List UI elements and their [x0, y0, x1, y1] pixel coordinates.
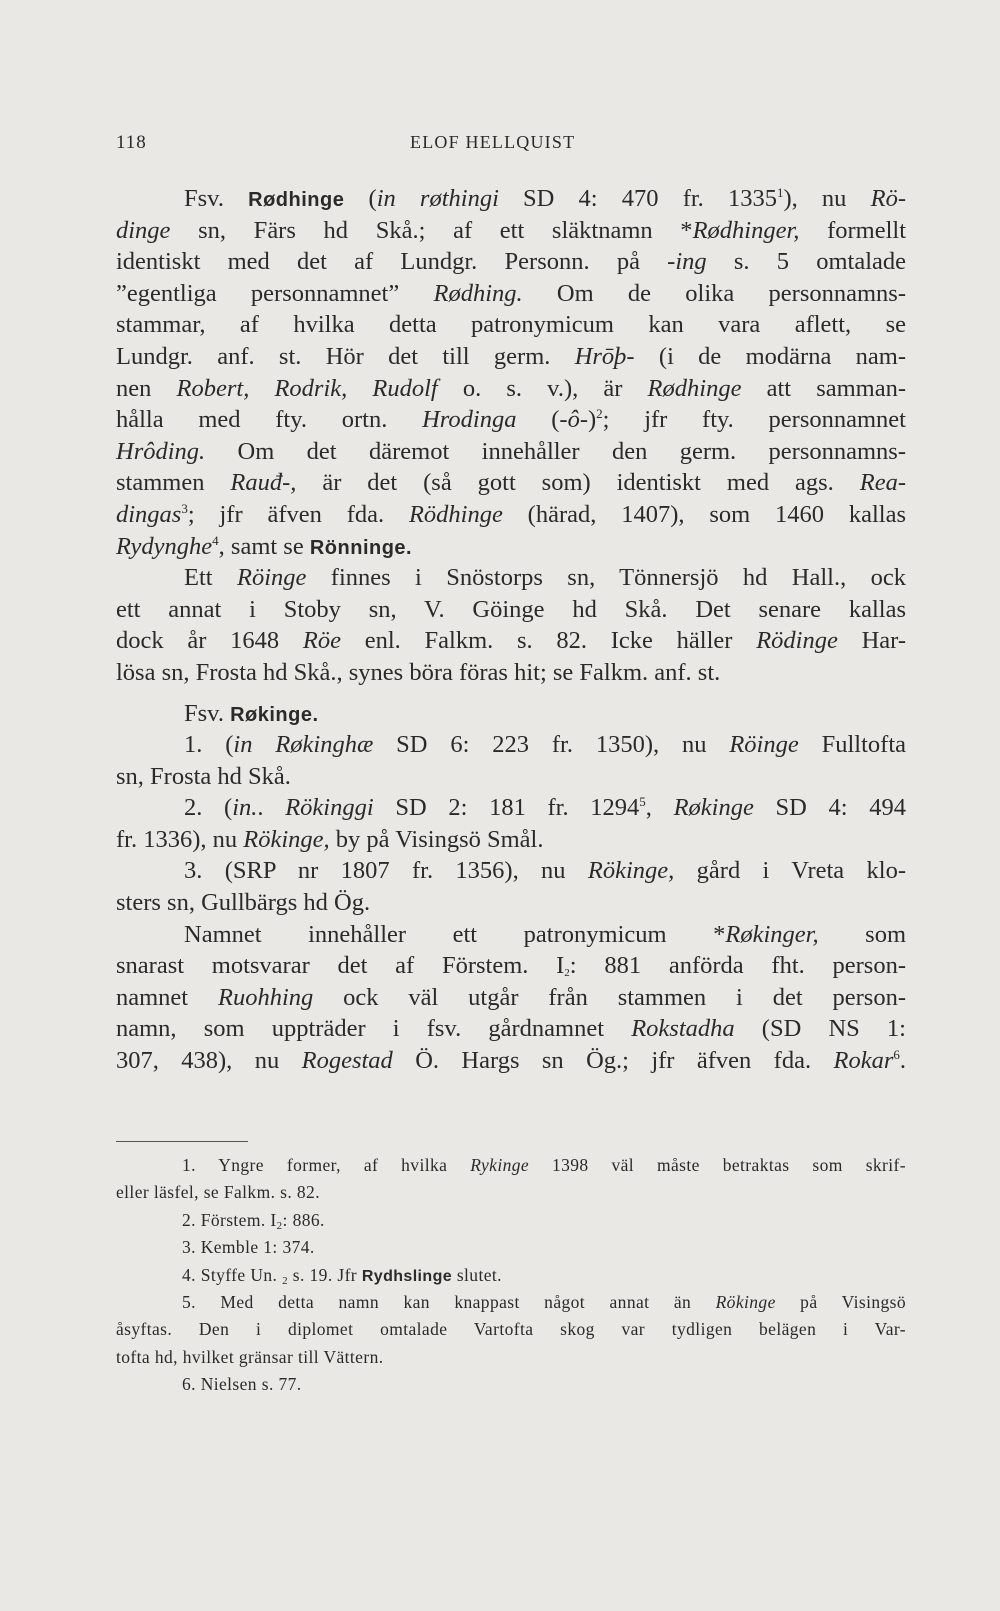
text-span: Røkinge [673, 794, 754, 822]
text-line [116, 404, 906, 436]
text-span: stammen [116, 469, 231, 497]
text-span: ock väl utgår från stammen i det person- [313, 983, 906, 1011]
text-span: 1398 väl måste betraktas som skrif- [529, 1155, 906, 1175]
text-line [116, 698, 906, 730]
text-span: Rökinggi [285, 794, 374, 822]
footnote-line [116, 1344, 906, 1371]
text-span: ô [567, 406, 580, 434]
text-span: , samt se [218, 532, 310, 560]
text-span: lösa sn, Frosta hd Skå., synes böra föras hit; se Falkm. anf. st. [116, 658, 721, 686]
headword: Rönninge. [309, 536, 413, 559]
text-span: Hrōþ- [574, 342, 635, 370]
text-span: SD 4: 494 [753, 794, 907, 822]
footnote-line [116, 1207, 906, 1234]
text-span: SD 4: 470 fr. 1335 [498, 185, 777, 212]
text-span: åsyftas. Den i diplomet omtalade Vartofta skog var tydligen belägen i Var- [116, 1319, 906, 1340]
text-span: gård i Vreta klo- [674, 857, 906, 885]
text-span: Rødhinger, [692, 216, 800, 244]
text-span: (härad, 1407), som 1460 kallas [502, 500, 906, 528]
text-line [116, 982, 906, 1014]
text-span: SD 6: 223 fr. 1350), nu [373, 731, 730, 759]
note-marker: 3 [181, 500, 188, 516]
text-span: Fsv. [184, 185, 249, 212]
text-line [116, 183, 906, 215]
text-span: 3. (SRP nr 1807 fr. 1356), nu [184, 857, 588, 885]
text-span: ), nu [783, 185, 871, 212]
text-span: 4. Styffe Un. [182, 1264, 283, 1285]
footnote-line [116, 1316, 906, 1343]
text-line [116, 824, 906, 856]
text-span: in. [232, 794, 258, 822]
text-span: in Røkinghæ [233, 731, 374, 759]
text-span: . [257, 794, 286, 822]
body-text [116, 183, 906, 1077]
text-span: ”egentliga personnamnet” [116, 279, 434, 307]
text-span: Rea- [859, 469, 906, 497]
text-span: Om det däremot innehåller den germ. personnamns- [205, 437, 906, 465]
text-line [116, 761, 906, 793]
text-span: ; jfr fty. personnamnet [602, 406, 906, 434]
text-span: by på Visingsö Smål. [329, 825, 544, 853]
text-span: (- [516, 406, 568, 434]
text-span: 1. Yngre former, af hvilka [182, 1155, 471, 1175]
text-span: Fsv. [184, 699, 231, 727]
note-marker: 2 [596, 406, 603, 422]
text-line [116, 657, 906, 689]
text-span: Rö- [870, 185, 906, 212]
text-line [116, 215, 906, 247]
text-span: -ing [667, 248, 707, 276]
text-span: ( [344, 185, 377, 212]
text-line [116, 1045, 906, 1077]
text-span: Rauđ-, [230, 469, 297, 497]
text-span: Rokstadha [631, 1015, 735, 1043]
text-span: dingas [116, 500, 182, 528]
text-span: Ruohhing [217, 983, 314, 1011]
running-header [116, 132, 616, 162]
text-span: 2. Förstem. I [182, 1209, 277, 1230]
text-span: : 881 anförda fht. person- [569, 952, 906, 980]
text-span: dock år 1648 [116, 627, 303, 655]
text-span: : 886. [282, 1209, 325, 1230]
text-span: hålla med fty. ortn. [116, 406, 423, 434]
footnote-line [116, 1179, 906, 1206]
text-span: , [645, 794, 674, 822]
text-span: Röinge [236, 564, 307, 592]
note-marker: 1 [776, 185, 784, 200]
text-span: in røthingi [376, 185, 499, 212]
text-span: Rödinge [756, 627, 838, 655]
text-line [116, 792, 906, 824]
headword: Rydhslinge [361, 1267, 453, 1285]
text-span: Rödhinge [408, 500, 503, 528]
text-span: att samman- [741, 374, 907, 402]
text-span: 1. ( [184, 731, 234, 759]
text-span: s. 19. Jfr [287, 1264, 362, 1285]
text-span: Rydynghe [116, 532, 213, 560]
text-span: Fulltofta [798, 731, 906, 759]
note-marker: 2 [282, 1274, 288, 1287]
text-span: formellt [799, 216, 906, 244]
footnotes [116, 1152, 906, 1399]
text-line [116, 436, 906, 468]
text-line [116, 278, 906, 310]
text-line [116, 467, 906, 499]
text-line [116, 309, 906, 341]
text-span: Ett [184, 564, 237, 592]
text-span: namnet [116, 983, 218, 1011]
text-span: sn, Färs hd Skå.; af ett släktnamn * [170, 216, 693, 244]
text-span: Rødhing. [433, 279, 523, 307]
text-line [116, 341, 906, 373]
text-span: stammar, af hvilka detta patronymicum kan vara aflett, se [116, 311, 906, 339]
text-line [116, 594, 906, 626]
text-span: Rykinge [470, 1155, 530, 1175]
text-span: snarast motsvarar det af Förstem. I [116, 952, 565, 980]
text-span: fr. 1336), nu [116, 825, 244, 853]
footnote-line [116, 1262, 906, 1289]
text-span: sters sn, Gullbärgs hd Ög. [116, 889, 371, 917]
footnote-line [116, 1371, 906, 1398]
text-span: nen [116, 374, 177, 402]
text-span: är det (så gott som) identiskt med ags. [296, 469, 860, 497]
text-line [116, 531, 906, 563]
text-line [116, 499, 906, 531]
text-span: s. 5 omtalade [706, 248, 907, 276]
text-line [116, 919, 906, 951]
headword: Røkinge. [230, 703, 319, 726]
text-span: Har- [837, 627, 906, 655]
text-span: 6. Nielsen s. 77. [182, 1374, 302, 1395]
text-span: SD 2: 181 fr. 1294 [373, 794, 640, 822]
text-span: enl. Falkm. s. 82. Icke häller [340, 627, 757, 655]
text-span: 5. Med detta namn kan knappast något annat än [182, 1291, 716, 1312]
text-line [116, 729, 906, 761]
text-span: Namnet innehåller ett patronymicum * [184, 920, 726, 948]
text-line [116, 1013, 906, 1045]
note-marker: 6 [893, 1047, 900, 1063]
text-span: dinge [116, 216, 171, 244]
footnote-line [116, 1152, 906, 1179]
text-span: som [818, 920, 906, 948]
text-line [116, 950, 906, 982]
text-span: o. s. v.), är [437, 374, 648, 402]
text-span: (SD NS 1: [734, 1015, 906, 1043]
text-span: på Visingsö [775, 1291, 906, 1312]
paragraph-gap [116, 689, 906, 698]
text-span: Rogestad [301, 1047, 393, 1075]
note-marker: 4 [212, 532, 219, 548]
text-span: Rokar [833, 1047, 894, 1075]
text-span: (i de modärna nam- [634, 342, 906, 370]
text-span: tofta hd, hvilket gränsar till Vättern. [116, 1346, 384, 1367]
text-span: -) [579, 406, 597, 434]
text-span: Ö. Hargs sn Ög.; jfr äfven fda. [392, 1047, 834, 1075]
text-span: sn, Frosta hd Skå. [116, 762, 291, 790]
text-span: Hrôding. [116, 437, 206, 465]
text-span: ett annat i Stoby sn, V. Göinge hd Skå. Det senare kallas [116, 595, 906, 623]
text-span: finnes i Snöstorps sn, Tönnersjö hd Hall., ock [306, 564, 906, 592]
text-span: Røkinger, [725, 920, 819, 948]
text-span: . [899, 1047, 906, 1075]
text-span: 3. Kemble 1: 374. [182, 1237, 315, 1258]
text-line [116, 562, 906, 594]
text-line [116, 373, 906, 405]
text-span: Om de olika personnamns- [522, 279, 906, 307]
text-span: Rødhinge [647, 374, 742, 402]
footnote-line [116, 1234, 906, 1261]
text-span: Röe [302, 627, 341, 655]
text-span: identiskt med det af Lundgr. Personn. på [116, 248, 668, 276]
note-marker: 2 [276, 1219, 283, 1232]
text-span: 307, 438), nu [116, 1047, 302, 1075]
page-number: 118 [116, 132, 147, 153]
text-line [116, 855, 906, 887]
text-span: Röinge [729, 731, 799, 759]
text-span: 2. ( [184, 794, 233, 822]
text-span: Rökinge [715, 1291, 776, 1312]
text-line [116, 625, 906, 657]
text-span: Robert, Rodrik, Rudolf [176, 374, 438, 402]
text-span: eller läsfel, se Falkm. s. 82. [116, 1182, 320, 1203]
text-span: Hrodinga [422, 406, 517, 434]
text-span: Lundgr. anf. st. Hör det till germ. [116, 342, 575, 370]
running-title: ELOF HELLQUIST [410, 132, 576, 152]
note-marker: 2 [564, 967, 570, 980]
text-span: Rökinge, [243, 825, 330, 853]
footnote-line [116, 1289, 906, 1316]
text-span: slutet. [452, 1264, 502, 1285]
text-span: Rökinge, [587, 857, 675, 885]
footnote-rule [116, 1141, 248, 1142]
headword: Rødhinge [248, 189, 345, 211]
text-span: namn, som uppträder i fsv. gårdnamnet [116, 1015, 632, 1043]
note-marker: 5 [639, 794, 646, 810]
text-span: ; jfr äfven fda. [187, 500, 409, 528]
text-line [116, 246, 906, 278]
text-line [116, 887, 906, 919]
